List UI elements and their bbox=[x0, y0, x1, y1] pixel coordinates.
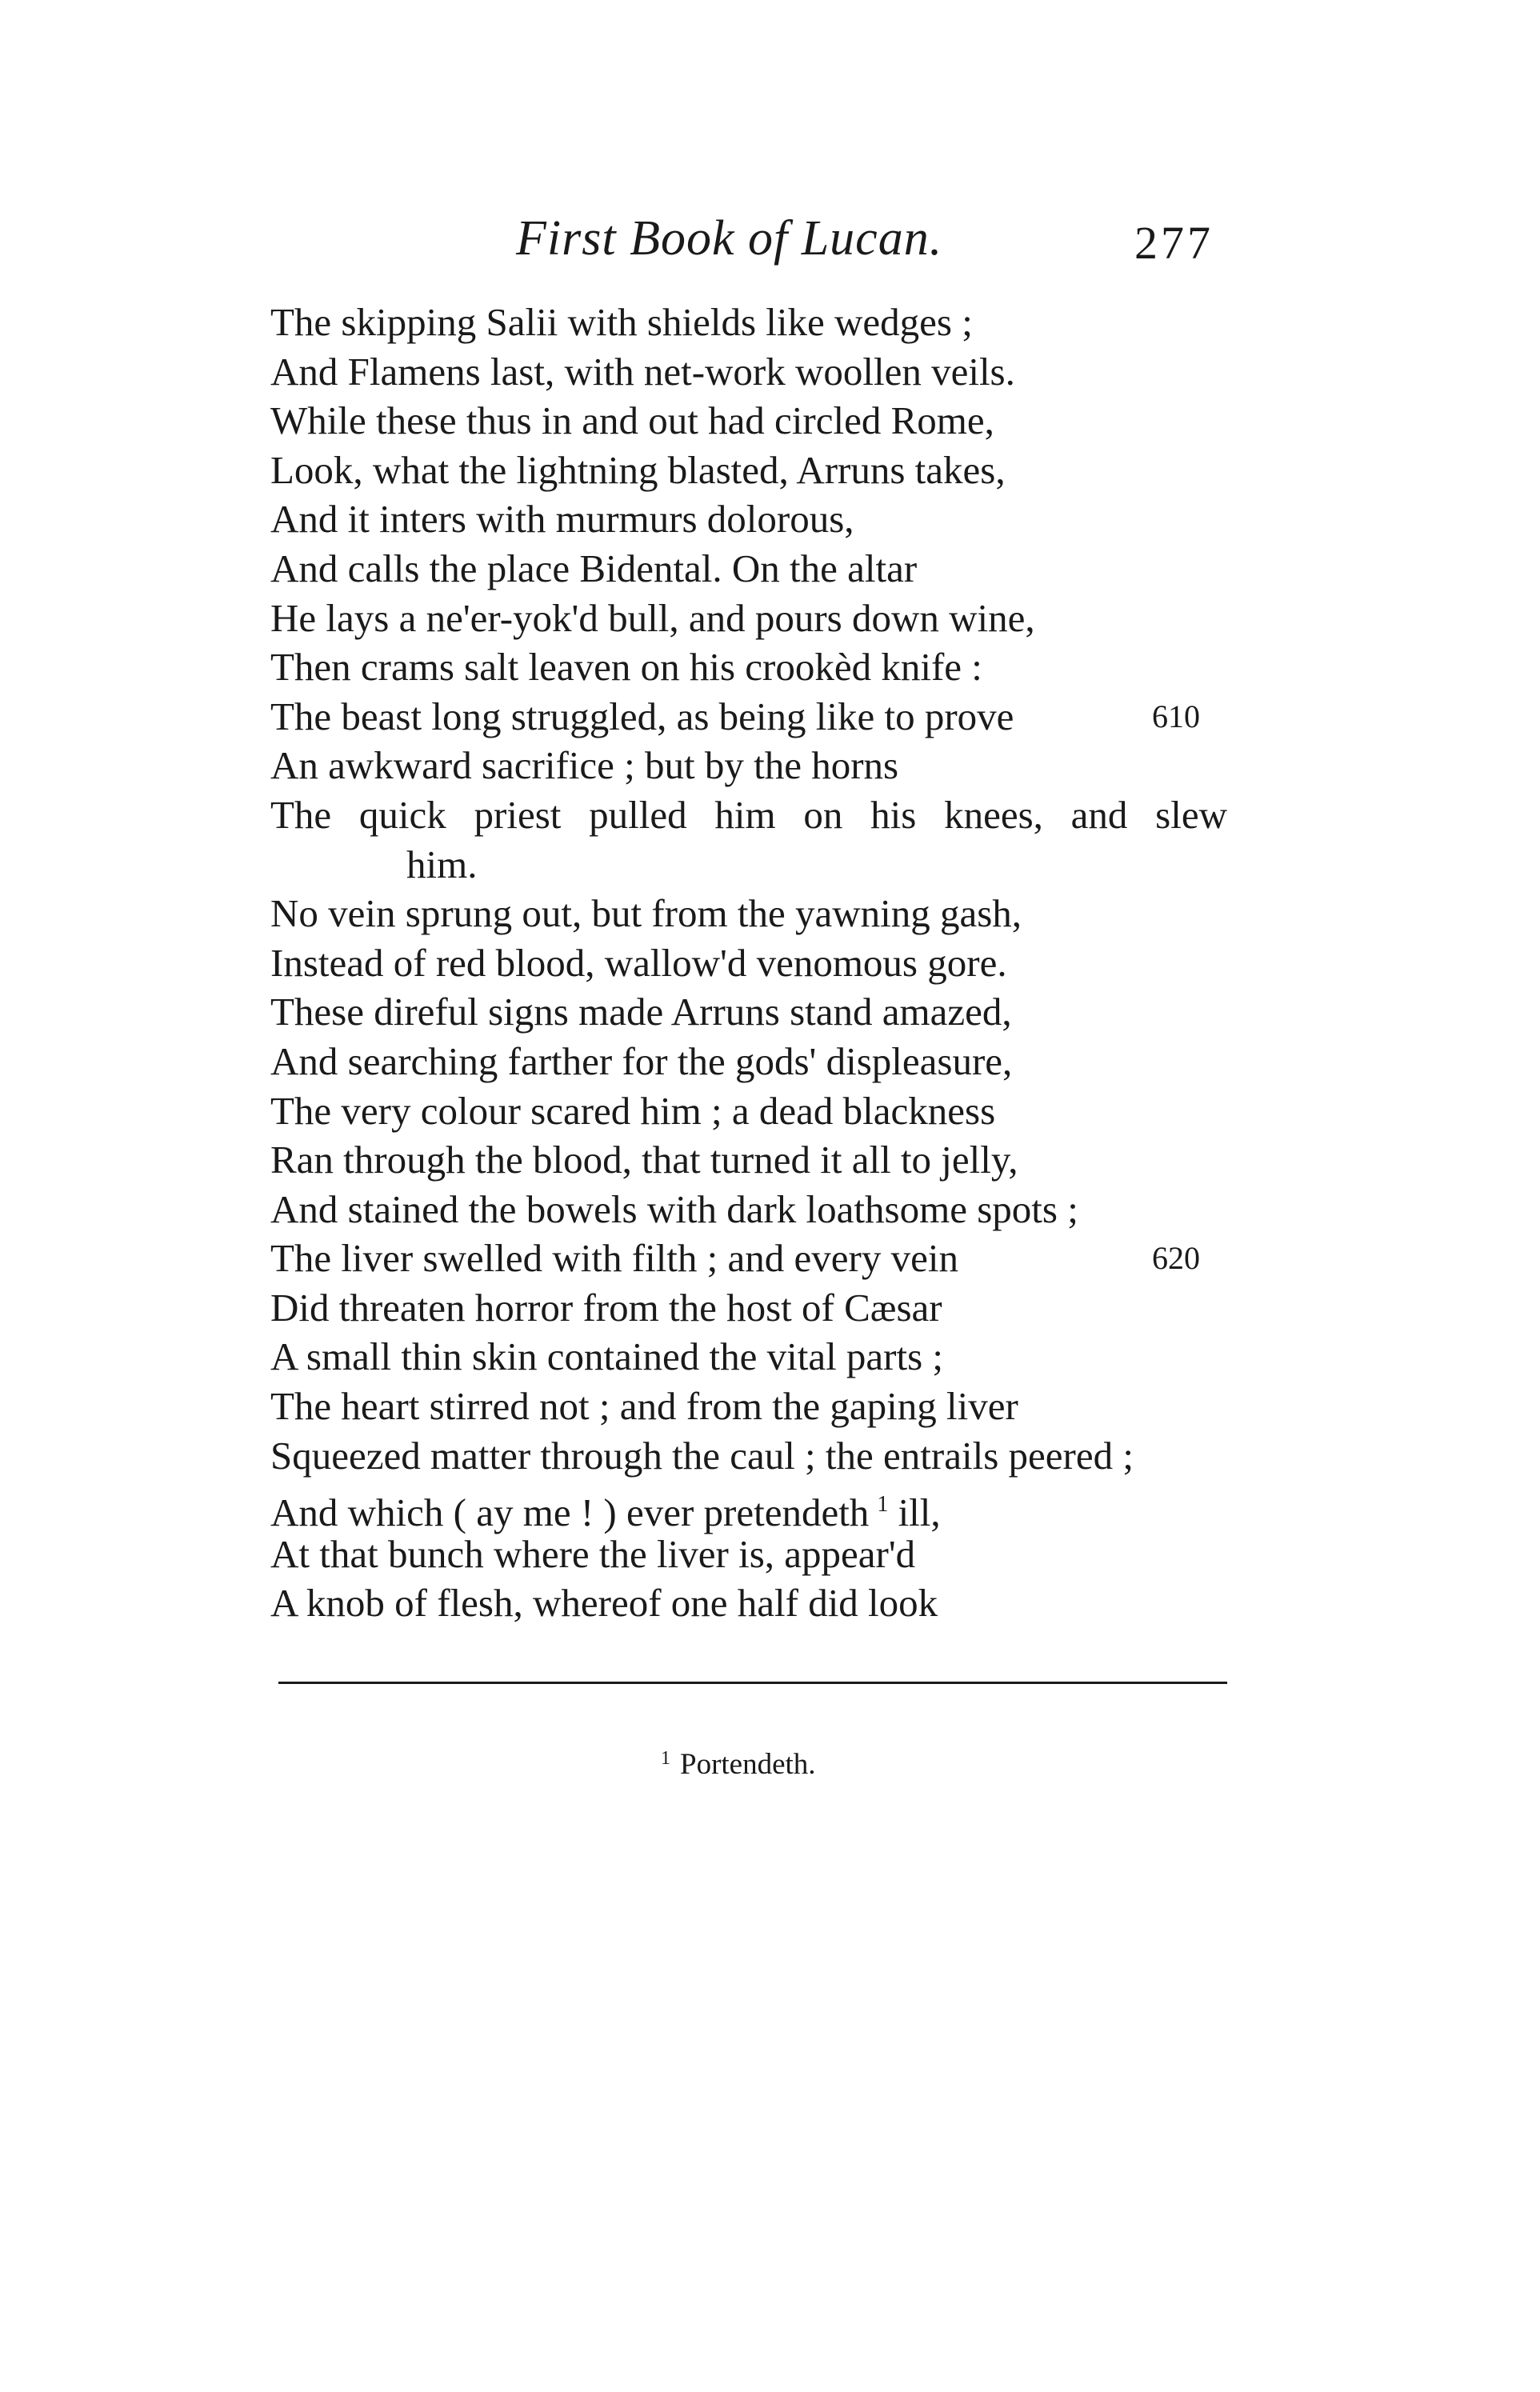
verse-line bbox=[270, 1234, 1270, 1283]
verse-line-text: Squeezed matter through the caul ; the entrails peered ; bbox=[270, 1433, 1134, 1478]
verse-line bbox=[270, 987, 1270, 1037]
verse-block bbox=[270, 298, 1270, 1628]
running-head bbox=[0, 206, 1540, 270]
verse-line bbox=[270, 790, 1270, 840]
verse-line-text: The quick priest pulled him on his knees, and slew bbox=[270, 792, 1227, 837]
verse-line bbox=[270, 1135, 1270, 1185]
footnote bbox=[661, 1738, 816, 1785]
verse-line bbox=[270, 692, 1270, 742]
verse-line-text: No vein sprung out, but from the yawning gash, bbox=[270, 891, 1022, 936]
verse-line-text: A knob of flesh, whereof one half did look bbox=[270, 1581, 938, 1626]
verse-line-text: While these thus in and out had circled Rome, bbox=[270, 398, 994, 443]
running-title: First Book of Lucan. bbox=[516, 211, 943, 266]
verse-line-text: Then crams salt leaven on his crookèd knife : bbox=[270, 645, 982, 690]
verse-line-text: The heart stirred not ; and from the gaping liver bbox=[270, 1384, 1018, 1429]
verse-line-text-after-ref: ill, bbox=[888, 1490, 941, 1535]
verse-line-text: Instead of red blood, wallow'd venomous gore. bbox=[270, 940, 1007, 985]
verse-line-text: He lays a ne'er-yok'd bull, and pours down wine, bbox=[270, 595, 1035, 640]
verse-line-text: Ran through the blood, that turned it all to jelly, bbox=[270, 1138, 1018, 1182]
verse-line-text: The skipping Salii with shields like wedges ; bbox=[270, 300, 973, 344]
verse-line bbox=[270, 1332, 1270, 1382]
verse-line-text: Look, what the lightning blasted, Arruns takes, bbox=[270, 447, 1006, 492]
verse-line-text: And stained the bowels with dark loathsome spots ; bbox=[270, 1186, 1078, 1231]
footnote-divider bbox=[278, 1682, 1227, 1684]
verse-line-text: These direful signs made Arruns stand amazed, bbox=[270, 990, 1012, 1034]
verse-line bbox=[270, 1578, 1270, 1628]
verse-line-text: And calls the place Bidental. On the altar bbox=[270, 546, 918, 590]
line-number: 620 bbox=[1152, 1240, 1200, 1277]
verse-line-text: And it inters with murmurs dolorous, bbox=[270, 497, 854, 542]
line-number: 610 bbox=[1152, 698, 1200, 734]
verse-line bbox=[270, 298, 1270, 347]
verse-line bbox=[270, 1382, 1270, 1431]
verse-line bbox=[270, 1283, 1270, 1333]
verse-line-text: The beast long struggled, as being like to prove bbox=[270, 694, 1014, 738]
verse-line-turnover bbox=[270, 840, 1270, 890]
verse-line bbox=[270, 1185, 1270, 1234]
verse-line bbox=[270, 1530, 1270, 1579]
verse-line bbox=[270, 446, 1270, 495]
verse-line-text: The very colour scared him ; a dead blackness bbox=[270, 1088, 996, 1133]
verse-line bbox=[270, 1037, 1270, 1086]
verse-line-text: him. bbox=[406, 842, 478, 886]
verse-line bbox=[270, 494, 1270, 544]
verse-line-text: An awkward sacrifice ; but by the horns bbox=[270, 743, 899, 788]
verse-line bbox=[270, 1431, 1270, 1481]
verse-line bbox=[270, 938, 1270, 988]
verse-line bbox=[270, 741, 1270, 790]
verse-line bbox=[270, 1480, 1270, 1535]
verse-line bbox=[270, 594, 1270, 643]
footnote-marker: 1 bbox=[661, 1748, 670, 1769]
verse-line-text: At that bunch where the liver is, appear'd bbox=[270, 1531, 916, 1576]
verse-line-text: Did threaten horror from the host of Cæsar bbox=[270, 1285, 942, 1330]
verse-line bbox=[270, 396, 1270, 446]
verse-line-text: And searching farther for the gods' displeasure, bbox=[270, 1038, 1013, 1083]
footnote-reference[interactable]: 1 bbox=[877, 1492, 889, 1518]
verse-line bbox=[270, 544, 1270, 594]
footnote-text: Portendeth. bbox=[680, 1748, 816, 1781]
verse-line-text-before-ref: And which ( ay me ! ) ever pretendeth bbox=[270, 1490, 870, 1535]
verse-line-text: And Flamens last, with net-work woollen veils. bbox=[270, 349, 1015, 394]
page-number: 277 bbox=[1134, 217, 1214, 269]
verse-line-text: The liver swelled with filth ; and every vein bbox=[270, 1236, 958, 1281]
verse-line bbox=[270, 1086, 1270, 1136]
verse-line bbox=[270, 642, 1270, 692]
verse-line-text: A small thin skin contained the vital parts ; bbox=[270, 1334, 944, 1379]
verse-line bbox=[270, 889, 1270, 938]
verse-line bbox=[270, 347, 1270, 397]
